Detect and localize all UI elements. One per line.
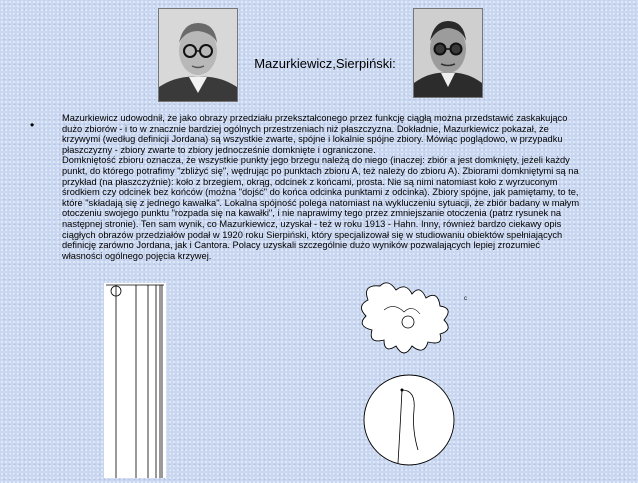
slide-body [62, 113, 582, 261]
portrait-mazurkiewicz-image [159, 9, 237, 101]
portrait-sierpinski-image [414, 9, 482, 97]
blob-circle-diagram [354, 280, 474, 478]
comb-space-drawing [104, 283, 166, 478]
slide-title: Mazurkiewicz,Sierpiński: [254, 56, 396, 71]
svg-text:c: c [464, 296, 467, 302]
comb-space-diagram [104, 283, 166, 478]
paragraph-2: Domkniętość zbioru oznacza, że wszystkie punkty jego brzegu należą do niego (inaczej: zbiór a jest domknięty, jeżeli każdy punkt, do którego potrafimy "zbliżyć się", wędrując po punktach zbioru A, też należy do zbioru A). Zbiorami domkniętymi są na przykład (na płaszczyźnie): koło z brzegiem, okrąg, odcinek z końcami, prosta. Nie są nimi natomiast koło z wyrzuconym środkiem czy odcinek bez końców (można "dojść" do końca odcinka punktami z odcinka). Zbiory spójne, jak pamiętamy, to te, które "składają się z jednego kawałka". Lokalna spójność polega natomiast na wykluczeniu sytuacji, że zbiór badany w małym otoczeniu swojego punktu "rozpada się na kawałki", i nie naprawimy tego przez zmniejszanie otoczenia (patrz rysunek na następnej stronie). Ten sam wynik, co Mazurkiewicz, uzyskał - też w roku 1913 - Hahn. Inny, również bardzo ciekawy opis ciągłych obrazów przedziałów podał w 1920 roku Sierpiński, który specjalizował się w studiowaniu obiektów spełniających definicję zarówno Jordana, jak i Cantora. Polacy uzyskali szczególnie dużo wyników pozwalających lepiej zrozumieć własności ogólnego pojęcia krzywej. [62, 155, 580, 261]
portrait-sierpinski [413, 8, 483, 98]
paragraph-1: Mazurkiewicz udowodnił, że jako obrazy przedziału przekształconego przez funkcję ciągłą można przedstawić zaskakująco dużo zbiorów - i to w znacznie bardziej ogólnych przestrzeniach niż płaszczyzna. Dokładnie, Mazurkiewicz pokazał, że krzywymi (według definicji Jordana) są wszystkie zwarte, spójne i lokalnie spójne zbiory. Mówiąc poglądowo, w przypadku płaszczyzny - zbiory zwarte to zbiory jednocześnie domknięte i ograniczone. [62, 113, 568, 155]
blob-circle-drawing [354, 280, 474, 478]
portrait-mazurkiewicz [158, 8, 238, 102]
bullet-marker: • [30, 118, 35, 132]
